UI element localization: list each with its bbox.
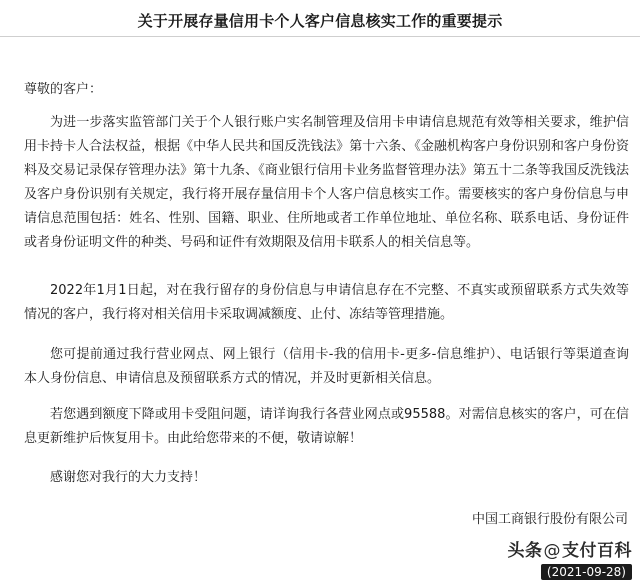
watermark-author: 支付百科 xyxy=(562,541,632,561)
paragraph-thanks: 感谢您对我行的大力支持！ xyxy=(50,470,207,485)
paragraph-measures: 2022年1月1日起，对在我行留存的身份信息与申请信息存在不完整、不真实或预留联系方式失效等情况的客户，我行将对相关信用卡采取调减额度、止付、冻结等管理措施。 xyxy=(24,283,629,322)
document-title: 关于开展存量信用卡个人客户信息核实工作的重要提示 xyxy=(137,12,503,30)
salutation: 尊敬的客户： xyxy=(24,82,103,97)
paragraph-verification-scope: 为进一步落实监管部门关于个人银行账户实名制管理及信用卡申请信息规范有效等相关要求，维护信用卡持卡人合法权益，根据《中华人民共和国反洗钱法》第十六条、《金融机构客户身份识别和客户身份资料及交易记录保存管理办法》第十九条、《商业银行信用卡业务监督管理办法》第五十二条等我国反洗钱法及客户身份识别有关规定，我行将开展存量信用卡个人客户信息核实工作。需要核实的客户身份信息与申请信息范围包括：姓名、性别、国籍、职业、住所地或者工作单位地址、单位名称、联系电话、身份证件或者身份证明文件的种类、号码和证件有效期限及信用卡联系人的相关信息等。 xyxy=(24,115,629,250)
paragraph-support: 若您遇到额度下降或用卡受阻问题，请详询我行各营业网点或95588。对需信息核实的客户，可在信息更新维护后恢复用卡。由此给您带来的不便，敬请谅解！ xyxy=(24,407,629,446)
signature: 中国工商银行股份有限公司 xyxy=(471,512,628,527)
title-divider xyxy=(0,36,640,37)
watermark-separator: @ xyxy=(543,541,561,561)
watermark-platform: 头条 xyxy=(507,541,543,561)
watermark-date: (2021-09-28) xyxy=(541,564,632,580)
watermark-source xyxy=(508,536,633,561)
paragraph-update-channels: 您可提前通过我行营业网点、网上银行（信用卡-我的信用卡-更多-信息维护）、电话银行等渠道查询本人身份信息、申请信息及预留联系方式的情况，并及时更新相关信息。 xyxy=(24,347,629,386)
watermark xyxy=(508,536,633,580)
